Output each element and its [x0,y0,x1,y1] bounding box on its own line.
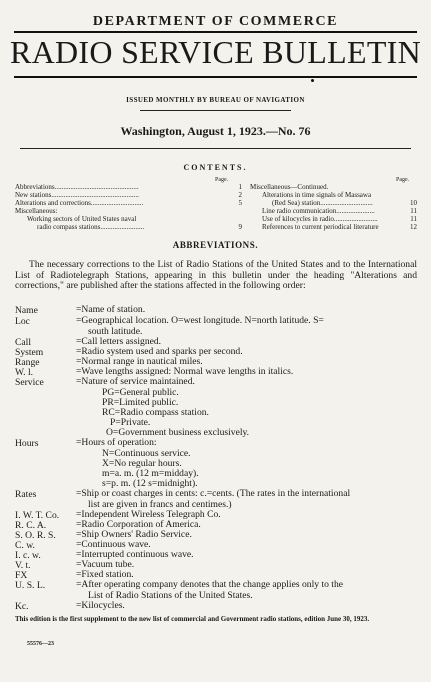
department-heading: DEPARTMENT OF COMMERCE [92,14,339,29]
abbr-def-service: =Nature of service maintained. [76,376,195,387]
abbr-term-icw: I. c. w. [15,550,41,561]
service-sub-pg: PG=General public. [102,387,179,398]
print-code: 55576—23 [27,641,54,647]
abbr-def-wl: =Wave lengths assigned: Normal wave lengths in italics. [76,366,294,377]
toc-item[interactable]: Line radio communication...................... [262,207,375,215]
abbr-def-system: =Radio system used and sparks per second. [76,346,243,357]
ornament-dot [311,79,314,82]
abbr-def-kc: =Kilocycles. [76,600,125,611]
toc-item[interactable]: References to current periodical literature [262,223,379,231]
abbr-term-wl: W. l. [15,367,34,378]
short-rule [140,110,291,111]
abbr-term-service: Service [15,377,44,388]
page-column-label: Page. [215,177,229,183]
abbr-def-name: =Name of station. [76,304,146,315]
service-sub-p: P=Private. [110,417,151,428]
toc-page: 2 [238,191,242,199]
abbr-term-vt: V. t. [15,560,31,571]
issued-line: ISSUED MONTHLY BY BUREAU OF NAVIGATION [126,96,305,104]
contents-heading: CONTENTS. [183,163,248,172]
header-rule-top [14,31,417,33]
toc-item: Miscellaneous: [15,207,58,215]
abbr-def-usl: =After operating company denotes that the change applies only to the List of Radio Stations of the United States. [76,579,344,601]
abbr-def-loc: =Geographical location. O=west longitude. N=north latitude. S= south latitude. [76,315,324,337]
abbr-term-system: System [15,347,44,358]
abbr-term-iwtco: I. W. T. Co. [15,510,60,521]
toc-page: 11 [410,215,417,223]
toc-page: 5 [238,199,242,207]
page-column-label: Page. [396,177,410,183]
toc-item[interactable]: radio compass stations......................... [37,223,145,231]
dateline: Washington, August 1, 1923.—No. 76 [120,124,311,138]
abbr-term-hours: Hours [15,438,39,449]
toc-item[interactable]: Use of kilocycles in radio......................... [262,215,378,223]
abbr-term-loc: Loc [15,316,30,327]
abbr-term-fx: FX [15,570,28,581]
abbr-def-rates: =Ship or coast charges in cents: c.=cents. (The rates in the international list are given in francs and centimes.) [76,488,351,510]
abbr-term-rca: R. C. A. [15,520,47,531]
toc-page: 10 [410,199,417,207]
contents-left-column [15,176,247,236]
service-sub-rc: RC=Radio compass station. [102,407,209,418]
abbreviations-intro: The necessary corrections to the List of Radio Stations of the United States and to the International List of Radiotelegraph Stations, appearing in this bulletin under the heading "Alterations and corrections," are published after the stations affected in the following order: [15,259,417,292]
abbr-term-sors: S. O. R. S. [15,530,56,541]
abbr-def-call: =Call letters assigned. [76,336,162,347]
toc-item[interactable]: Working sectors of United States naval [27,215,137,223]
toc-item: Miscellaneous—Continued. [250,183,329,191]
toc-item[interactable]: New stations.................................................. [15,191,139,199]
abbr-def-iwtco: =Independent Wireless Telegraph Co. [76,509,221,520]
hours-sub-s: s=p. m. (12 s=midnight). [102,478,198,489]
service-sub-o: O=Government business exclusively. [106,427,250,438]
abbr-term-cw: C. w. [15,540,35,551]
contents-right-column [250,176,417,236]
bulletin-title: RADIO SERVICE BULLETIN [9,34,422,70]
toc-page: 9 [238,223,242,231]
toc-item[interactable]: Alterations in time signals of Massawa [262,191,372,199]
abbr-term-name: Name [15,305,38,316]
abbr-term-kc: Kc. [15,601,29,612]
toc-item[interactable]: Abbreviations................................................ [15,183,139,191]
abbr-term-range: Range [15,357,40,368]
abbr-def-cw: =Continuous wave. [76,539,151,550]
abbr-term-rates: Rates [15,489,37,500]
dateline-rule [20,148,411,149]
toc-page: 1 [238,183,242,191]
hours-sub-n: N=Continuous service. [102,448,191,459]
abbr-term-usl: U. S. L. [15,580,46,591]
supplement-note: This edition is the first supplement to the new list of commercial and Government radio stations, edition June 30, 1923. [15,615,370,623]
abbr-def-range: =Normal range in nautical miles. [76,356,203,367]
toc-page: 11 [410,207,417,215]
toc-page: 12 [410,223,417,231]
abbr-def-rca: =Radio Corporation of America. [76,519,201,530]
abbr-def-vt: =Vacuum tube. [76,559,135,570]
abbr-def-icw: =Interrupted continuous wave. [76,549,194,560]
service-sub-pr: PR=Limited public. [102,397,179,408]
toc-item[interactable]: (Red Sea) station.............................. [272,199,373,207]
toc-item[interactable]: Alterations and corrections.............................. [15,199,144,207]
abbr-def-fx: =Fixed station. [76,569,134,580]
abbreviations-heading: ABBREVIATIONS. [172,240,259,250]
header-rule-bottom [14,76,417,78]
abbr-def-sors: =Ship Owners' Radio Service. [76,529,192,540]
hours-sub-m: m=a. m. (12 m=midday). [102,468,199,479]
abbr-def-hours: =Hours of operation: [76,437,157,448]
hours-sub-x: X=No regular hours. [102,458,182,469]
abbr-term-call: Call [15,337,31,348]
